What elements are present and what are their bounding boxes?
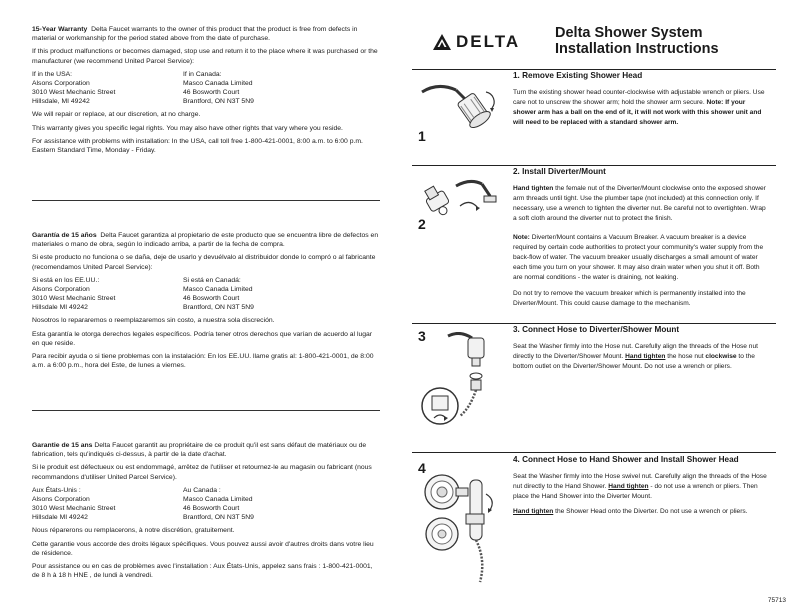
step4-illustration <box>420 470 506 593</box>
warranty-assist: For assistance with problems with installation: In the USA, call toll free 1-800-421-0001, 8:00 a.m. to 6:00 p.m. Eastern Standard Time, Monday - Friday. <box>32 137 363 154</box>
usa-line: 3010 West Mechanic Street <box>32 89 116 97</box>
part-number: 75713 <box>767 597 786 604</box>
address-block <box>32 276 380 313</box>
usa-line: Hillsdale MI 49242 <box>32 514 88 522</box>
warranty-intro: Delta Faucet garantiza al propietario de este producto que se encuentra libre de defectos en materiales o mano de obra, según lo indicado arriba, a partir de la fecha de compra. <box>32 232 379 249</box>
step-number: 3 <box>418 328 426 344</box>
divider <box>32 200 380 201</box>
canada-line: Brantford, ON N3T 5N9 <box>183 304 254 312</box>
step-number: 4 <box>418 460 426 476</box>
address-block <box>32 486 380 523</box>
warranty-defect: If this product malfunctions or becomes damaged, stop use and return it to the place where it was purchased or the manufacturer (we recommend United Parcel Service): <box>32 48 378 65</box>
step-warning: Do not try to remove the vacuum breaker which is permanently installed into the Diverter/Mount. This could cause damage to the mechanism. <box>513 289 746 307</box>
warranty-assist: Pour assistance ou en cas de problèmes avec l'installation : Aux États-Unis, appelez sans frais : 1-800-421-0001, de 8 h à 18 h HNE , de lundi à vendredi. <box>32 562 373 580</box>
usa-line: Hillsdale MI 49242 <box>32 304 88 312</box>
warranty-english <box>32 25 380 159</box>
step-text: the Shower Head onto the Diverter. Do not use a wrench or pliers. <box>553 508 748 516</box>
usa-label: Aux États-Unis : <box>32 486 81 494</box>
step-2 <box>513 166 768 314</box>
warranty-repair: Nous réparerons ou remplacerons, à notre discrétion, gratuitement. <box>32 527 235 535</box>
step-text: Seat the Washer firmly into the Hose swivel nut. Carefully align the threads of the Hose nut directly to the Hand Shower. <box>513 472 767 490</box>
usa-line: Alsons Corporation <box>32 285 90 293</box>
step-number: 1 <box>418 128 426 144</box>
delta-logo <box>432 32 520 52</box>
warranty-rights: Cette garantie vous accorde des droits légaux spécifiques. Vous pouvez aussi avoir d'autres droits dans votre lieu de résidence. <box>32 540 374 557</box>
warranty-heading: Garantie de 15 ans <box>32 442 93 449</box>
canada-label: Si está en Canadá: <box>183 276 241 284</box>
canada-line: 46 Bosworth Court <box>183 295 240 303</box>
step-text: - do not use a wrench or pliers. Then place the Hand Shower into the Diverter Mount. <box>513 482 758 501</box>
title-line: Delta Shower System <box>555 25 703 41</box>
usa-label: If in the USA: <box>32 70 73 78</box>
step-title: 4. Connect Hose to Hand Shower and Install Shower Head <box>513 455 739 464</box>
step-emphasis: Hand tighten <box>608 482 649 490</box>
usa-line: 3010 West Mechanic Street <box>32 295 116 303</box>
page-title <box>555 25 719 57</box>
address-block <box>32 70 380 107</box>
step2-illustration <box>420 172 500 239</box>
warranty-assist: Para recibir ayuda o si tiene problemas con la instalación: En los EE.UU. llame gratis al: 1-800-421-0001, de 8:00 a.m. a 6:00 p.m., hora del Este, de lunes a viernes. <box>32 352 374 370</box>
step-title: 3. Connect Hose to Diverter/Shower Mount <box>513 325 680 334</box>
usa-line: 3010 West Mechanic Street <box>32 505 116 513</box>
warranty-repair: We will repair or replace, at our discretion, at no charge. <box>32 111 201 119</box>
step-text: Turn the existing shower head counter-clockwise with adjustable wrench or pliers. Use care not to unscrew the shower arm; hold the shower arm secure. <box>513 88 765 106</box>
warranty-defect: Si le produit est défectueux ou est endommagé, arrêtez de l'utiliser et retournez-le au magasin ou fabricant (nous recommandons d'utiliser United Parcel Service). <box>32 464 372 481</box>
usa-line: Alsons Corporation <box>32 495 90 503</box>
step3-illustration <box>420 332 502 435</box>
step-text: to the bottom outlet on the Diverter/Shower Mount. Do not use a wrench or pliers. <box>513 352 755 371</box>
note-label: Note: <box>513 233 530 241</box>
warranty-rights: Esta garantía le otorga derechos legales específicos. Podría tener otros derechos que varían de acuerdo al lugar en que reside. <box>32 330 373 347</box>
canada-label: Au Canada : <box>183 486 221 494</box>
canada-line: 46 Bosworth Court <box>183 505 240 513</box>
warranty-heading: Garantía de 15 años <box>32 232 97 239</box>
divider <box>32 410 380 411</box>
canada-line: Masco Canada Limited <box>183 79 253 87</box>
warranty-french <box>32 441 380 584</box>
step-text: the hose nut <box>665 352 706 360</box>
logo-wordmark: DELTA <box>456 32 521 51</box>
warranty-repair: Nosotros lo repararemos o reemplazaremos sin costo, a nuestra sola discreción. <box>32 317 275 325</box>
canada-label: If in Canada: <box>183 70 222 78</box>
warranty-intro: Delta Faucet garantit au propriétaire de ce produit qu'il est sans défaut de matériaux ou de fabrication, tels qu'indiqués ci-dessus, à partir de la date d'achat. <box>32 442 367 459</box>
step-emphasis: Hand tighten <box>513 184 554 192</box>
step-number: 2 <box>418 216 426 232</box>
step-note: Diverter/Mount contains a Vacuum Breaker. A vacuum breaker is a device required by certain code authorities to protect your community's water supply from the back-flow of water. The vacuum breaker usually discharges a small amount of water each time you turn on your shower. It may also drain water when you shut it off. Both are normal conditions - the water is draining, not leaking. <box>513 233 764 282</box>
step-title: 1. Remove Existing Shower Head <box>513 71 643 80</box>
warranty-intro: Delta Faucet warrants to the owner of this product that the product is free from defects in material or workmanship for the period stated above from the date of purchase. <box>32 26 358 43</box>
canada-line: Masco Canada Limited <box>183 495 253 503</box>
usa-label: Si está en los EE.UU.: <box>32 276 100 284</box>
warranty-rights: This warranty gives you specific legal rights. You may also have other rights that vary where you reside. <box>32 124 343 132</box>
canada-line: Brantford, ON N3T 5N9 <box>183 514 254 522</box>
step-emphasis: Hand tighten <box>625 352 666 360</box>
step-1 <box>513 70 768 134</box>
usa-line: Hillsdale, MI 49242 <box>32 98 90 106</box>
warranty-spanish <box>32 231 380 374</box>
step-3 <box>513 324 768 377</box>
step-note: Note: If your shower arm has a ball on the end of it, it will not work with this shower unit and will need to be replaced with a standard shower arm. <box>513 98 762 127</box>
delta-triangle-icon <box>432 33 452 51</box>
canada-line: 46 Bosworth Court <box>183 89 240 97</box>
step-4 <box>513 454 768 523</box>
canada-line: Brantford, ON N3T 5N9 <box>183 98 254 106</box>
step1-illustration <box>420 78 500 151</box>
title-line: Installation Instructions <box>555 41 719 58</box>
step-emphasis: Hand tighten <box>513 508 554 516</box>
warranty-defect: Si este producto no funciona o se daña, deje de usarlo y devuélvalo al distribuidor donde lo compró o al fabricante (recomendamos United Parcel Service): <box>32 254 376 271</box>
canada-line: Masco Canada Limited <box>183 285 253 293</box>
step-title: 2. Install Diverter/Mount <box>513 167 606 176</box>
step-divider <box>412 452 776 453</box>
warranty-heading: 15-Year Warranty <box>32 26 88 33</box>
step-emphasis: clockwise <box>705 352 737 360</box>
step-text: the female nut of the Diverter/Mount clockwise onto the exposed shower arm threads until tight. Use the plumber tape (not included) at this connection only. If necessary, use a wrench to tighten the diverter nut. Be careful not to overtighten. Wrap a soft cloth around the diverter nut to protect the finish. <box>513 184 766 223</box>
step-text: Seat the Washer firmly into the Hose nut. Carefully align the threads of the Hose nut directly to the Diverter/Shower Mount. <box>513 342 758 360</box>
usa-line: Alsons Corporation <box>32 79 90 87</box>
